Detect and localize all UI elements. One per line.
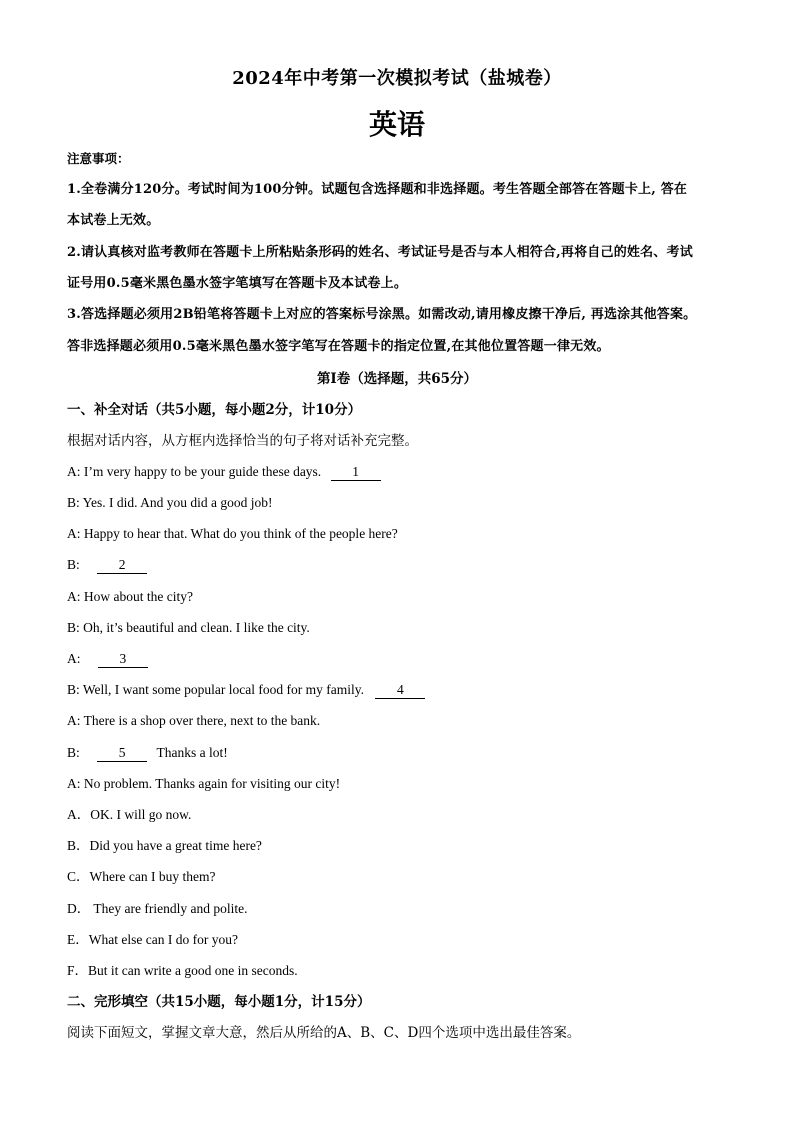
- dialogue-line: [67, 618, 310, 638]
- notice-heading: 注意事项：: [67, 151, 130, 166]
- dialogue-line: [67, 587, 193, 607]
- answer-blank-1: 1: [331, 464, 381, 481]
- section1-heading: 一、补全对话（共5小题，每小题2分，计10分）: [67, 402, 362, 418]
- dialogue-line: [67, 649, 148, 669]
- dialogue-line: [67, 524, 398, 544]
- dialogue-text: B:: [67, 745, 80, 760]
- option-e: E．What else can I do for you?: [67, 932, 238, 947]
- dialogue-text-after: Thanks a lot!: [156, 745, 228, 760]
- dialogue-text: A: How about the city?: [67, 589, 193, 604]
- notice-item-3-line-1: 3.答选择题必须用2B铅笔将答题卡上对应的答案标号涂黑。如需改动,请用橡皮擦干净后, 再选涂其他答案。: [67, 307, 697, 322]
- option-b: B．Did you have a great time here?: [67, 838, 262, 853]
- dialogue-line: [67, 493, 273, 513]
- section2-instruction: 阅读下面短文，掌握文章大意，然后从所给的A、B、C、D四个选项中选出最佳答案。: [67, 1025, 581, 1041]
- section1-instruction: 根据对话内容，从方框内选择恰当的句子将对话补充完整。: [67, 433, 418, 449]
- dialogue-text: A:: [67, 651, 81, 666]
- option-d: D． They are friendly and polite.: [67, 901, 248, 916]
- option-f: F．But it can write a good one in seconds.: [67, 963, 298, 978]
- dialogue-line: [67, 555, 147, 575]
- answer-blank-5: 5: [97, 745, 147, 762]
- notice-item-1-line-2: 本试卷上无效。: [67, 213, 160, 228]
- answer-blank-3: 3: [98, 651, 148, 668]
- answer-blank-2: 2: [97, 557, 147, 574]
- subject-title: 英语: [368, 108, 425, 141]
- option-a: A．OK. I will go now.: [67, 807, 192, 822]
- section2-heading: 二、完形填空（共15小题，每小题1分，计15分）: [67, 994, 371, 1010]
- dialogue-line: [67, 462, 381, 482]
- dialogue-text: B: Oh, it’s beautiful and clean. I like the city.: [67, 620, 310, 635]
- dialogue-text: B: Well, I want some popular local food for my family.: [67, 682, 364, 697]
- notice-item-2-line-1: 2.请认真核对监考教师在答题卡上所粘贴条形码的姓名、考试证号是否与本人相符合,再将自己的姓名、考试: [67, 245, 693, 260]
- dialogue-line: [67, 774, 340, 794]
- notice-item-1-line-1: 1.全卷满分120分。考试时间为100分钟。试题包含选择题和非选择题。考生答题全部答在答题卡上, 答在: [67, 182, 688, 197]
- dialogue-line: [67, 711, 320, 731]
- option-c: C．Where can I buy them?: [67, 869, 216, 884]
- dialogue-text: A: No problem. Thanks again for visiting our city!: [67, 776, 341, 791]
- answer-blank-4: 4: [375, 682, 425, 699]
- dialogue-line: [67, 743, 228, 763]
- dialogue-text: A: There is a shop over there, next to the bank.: [67, 713, 321, 728]
- dialogue-text: B: Yes. I did. And you did a good job!: [67, 495, 273, 510]
- part1-title: 第Ⅰ卷（选择题，共65分）: [316, 371, 478, 387]
- dialogue-text: B:: [67, 557, 80, 572]
- exam-title: 2024年中考第一次模拟考试（盐城卷）: [232, 68, 562, 89]
- dialogue-text: A: Happy to hear that. What do you think of the people here?: [67, 526, 398, 541]
- dialogue-text: A: I’m very happy to be your guide these days.: [67, 464, 322, 479]
- notice-item-2-line-2: 证号用0.5毫米黑色墨水签字笔填写在答题卡及本试卷上。: [67, 276, 408, 291]
- dialogue-line: [67, 680, 425, 700]
- notice-item-3-line-2: 答非选择题必须用0.5毫米黑色墨水签字笔写在答题卡的指定位置,在其他位置答题一律无效。: [67, 339, 610, 354]
